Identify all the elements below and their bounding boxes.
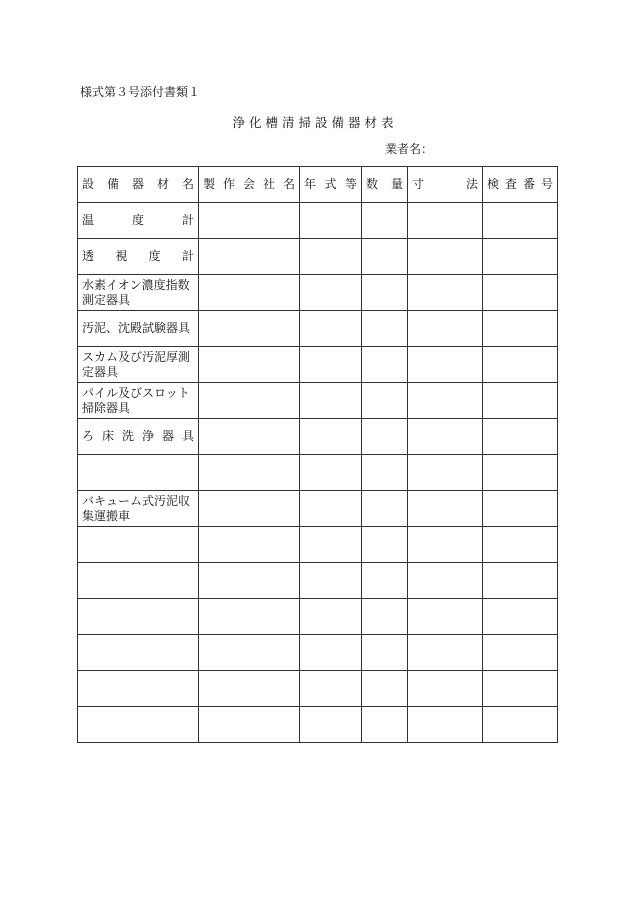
table-cell xyxy=(300,419,362,455)
table-cell xyxy=(362,203,408,239)
table-cell xyxy=(408,455,483,491)
table-row xyxy=(78,347,558,383)
table-cell xyxy=(408,527,483,563)
table-row xyxy=(78,599,558,635)
equipment-name-cell xyxy=(78,671,199,707)
table-cell xyxy=(483,275,558,311)
table-cell xyxy=(300,671,362,707)
table-row xyxy=(78,455,558,491)
table-cell xyxy=(199,635,300,671)
table-cell xyxy=(300,383,362,419)
table-cell xyxy=(408,599,483,635)
table-cell xyxy=(300,275,362,311)
equipment-name-cell: 温度計 xyxy=(78,203,199,239)
document-title: 浄化槽清掃設備器材表 xyxy=(232,115,398,130)
equipment-name-cell: スカム及び汚泥厚測定器具 xyxy=(78,347,199,383)
table-cell xyxy=(408,239,483,275)
table-cell xyxy=(362,635,408,671)
table-cell xyxy=(408,563,483,599)
header-model-year: 年式等 xyxy=(300,167,362,203)
table-cell xyxy=(199,311,300,347)
table-cell xyxy=(199,491,300,527)
table-row xyxy=(78,491,558,527)
table-cell xyxy=(483,455,558,491)
table-cell xyxy=(199,383,300,419)
table-cell xyxy=(483,707,558,743)
table-cell xyxy=(408,491,483,527)
table-cell xyxy=(408,311,483,347)
table-cell xyxy=(408,275,483,311)
table-cell xyxy=(300,635,362,671)
table-cell xyxy=(300,347,362,383)
equipment-name-cell xyxy=(78,563,199,599)
vendor-name-label: 業者名： xyxy=(385,142,434,156)
table-cell xyxy=(483,599,558,635)
table-row xyxy=(78,383,558,419)
header-equipment-name: 設備器材名 xyxy=(78,167,199,203)
table-cell xyxy=(199,671,300,707)
table-cell xyxy=(362,455,408,491)
table-cell xyxy=(199,419,300,455)
table-row xyxy=(78,419,558,455)
table-cell xyxy=(199,455,300,491)
table-cell xyxy=(483,347,558,383)
table-cell xyxy=(362,563,408,599)
equipment-name-cell xyxy=(78,455,199,491)
table-row xyxy=(78,203,558,239)
table-cell xyxy=(483,311,558,347)
table-cell xyxy=(362,275,408,311)
table-cell xyxy=(199,563,300,599)
table-cell xyxy=(483,203,558,239)
table-cell xyxy=(300,311,362,347)
header-inspection-number: 検査番号 xyxy=(483,167,558,203)
table-cell xyxy=(300,707,362,743)
table-cell xyxy=(483,671,558,707)
table-cell xyxy=(300,491,362,527)
table-cell xyxy=(300,563,362,599)
table-cell xyxy=(408,671,483,707)
header-manufacturer: 製作会社名 xyxy=(199,167,300,203)
equipment-name-cell: 水素イオン濃度指数測定器具 xyxy=(78,275,199,311)
table-cell xyxy=(362,419,408,455)
table-cell xyxy=(362,239,408,275)
table-body xyxy=(78,203,558,743)
table-cell xyxy=(408,707,483,743)
equipment-name-cell: 汚泥、沈殿試験器具 xyxy=(78,311,199,347)
equipment-name-cell: パイル及びスロット掃除器具 xyxy=(78,383,199,419)
table-cell xyxy=(300,599,362,635)
table-cell xyxy=(483,383,558,419)
table-row xyxy=(78,527,558,563)
equipment-name-cell xyxy=(78,527,199,563)
table-cell xyxy=(199,707,300,743)
equipment-name-cell xyxy=(78,599,199,635)
equipment-name-cell: 透視度計 xyxy=(78,239,199,275)
table-cell xyxy=(483,491,558,527)
table-row xyxy=(78,671,558,707)
table-cell xyxy=(300,527,362,563)
table-cell xyxy=(199,527,300,563)
table-cell xyxy=(362,491,408,527)
table-row xyxy=(78,311,558,347)
table-row xyxy=(78,275,558,311)
table-cell xyxy=(300,203,362,239)
table-row xyxy=(78,239,558,275)
table-cell xyxy=(483,563,558,599)
equipment-name-cell: ろ床洗浄器具 xyxy=(78,419,199,455)
table-cell xyxy=(483,239,558,275)
table-row xyxy=(78,707,558,743)
table-cell xyxy=(362,707,408,743)
table-cell xyxy=(199,347,300,383)
table-cell xyxy=(408,383,483,419)
table-cell xyxy=(408,635,483,671)
equipment-name-cell xyxy=(78,707,199,743)
table-cell xyxy=(300,239,362,275)
table-cell xyxy=(199,203,300,239)
table-cell xyxy=(408,347,483,383)
table-cell xyxy=(408,419,483,455)
equipment-table xyxy=(77,166,558,743)
table-cell xyxy=(362,347,408,383)
form-number: 様式第３号添付書類１ xyxy=(80,85,201,99)
equipment-name-cell: バキューム式汚泥収集運搬車 xyxy=(78,491,199,527)
table-cell xyxy=(199,275,300,311)
table-cell xyxy=(199,239,300,275)
table-cell xyxy=(362,311,408,347)
table-cell xyxy=(199,599,300,635)
table-cell xyxy=(362,671,408,707)
header-quantity: 数量 xyxy=(362,167,408,203)
equipment-name-cell xyxy=(78,635,199,671)
table-row xyxy=(78,563,558,599)
header-dimensions: 寸法 xyxy=(408,167,483,203)
table-cell xyxy=(300,455,362,491)
table-cell xyxy=(483,527,558,563)
table-header-row xyxy=(78,167,558,203)
table-cell xyxy=(408,203,483,239)
table-cell xyxy=(362,383,408,419)
table-cell xyxy=(362,599,408,635)
table-cell xyxy=(483,419,558,455)
table-row xyxy=(78,635,558,671)
table-cell xyxy=(483,635,558,671)
table-cell xyxy=(362,527,408,563)
